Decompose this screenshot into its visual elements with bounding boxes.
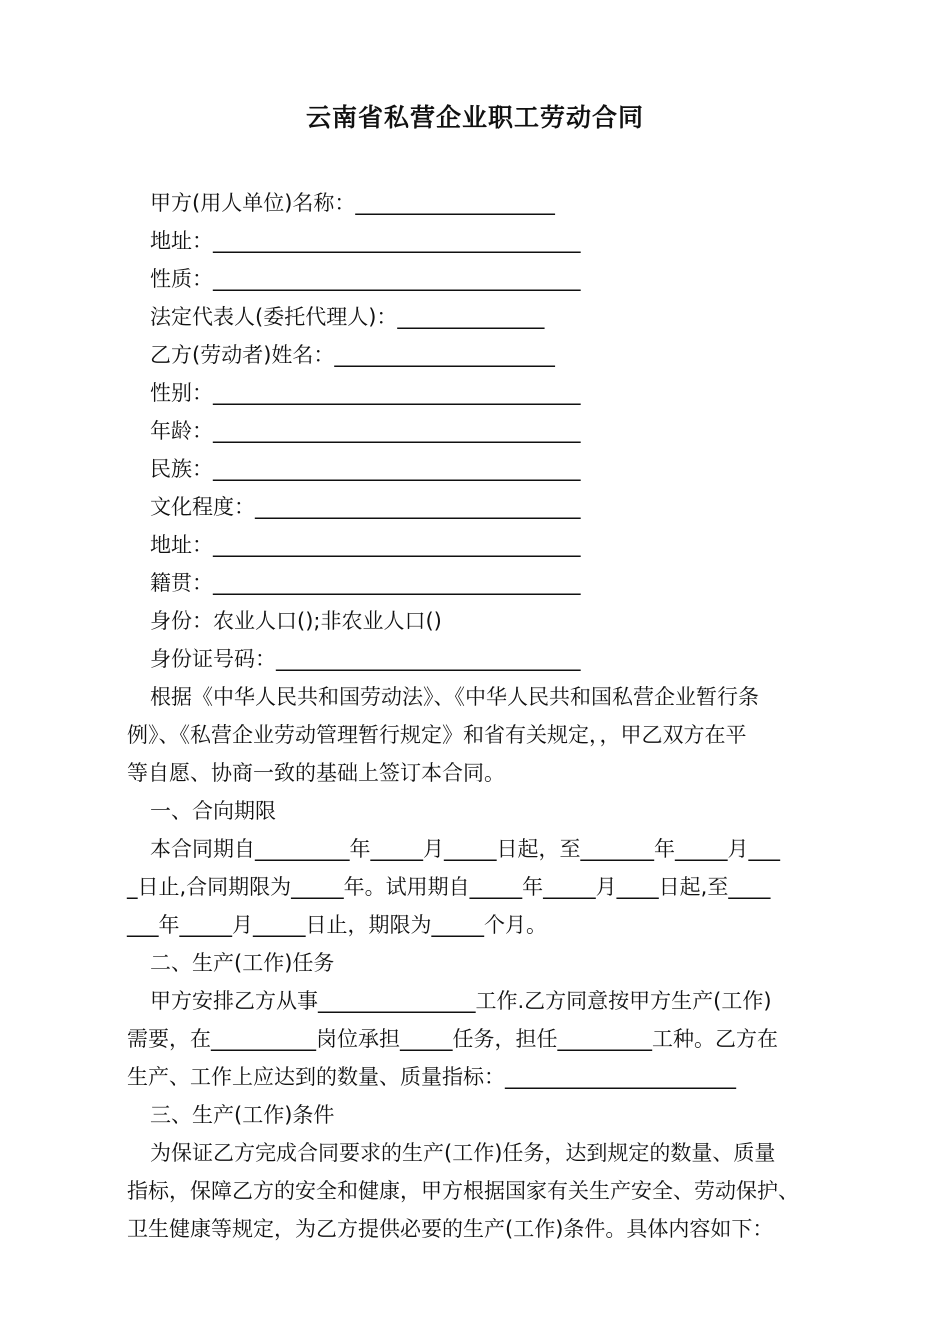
section-conditions-line: 卫生健康等规定，为乙方提供必要的生产(工作)条件。具体内容如下：	[127, 1217, 774, 1241]
preamble-line: 例》、《私营企业劳动管理暂行规定》和省有关规定，，甲乙双方在平	[127, 723, 747, 747]
section-heading-tasks: 二、生产(工作)任务	[150, 951, 335, 975]
field-legal-representative: 法定代表人(委托代理人)：______________	[150, 305, 545, 329]
section-conditions-line: 为保证乙方完成合同要求的生产(工作)任务，达到规定的数量、质量	[150, 1141, 776, 1165]
field-id-number: 身份证号码：_____________________________	[150, 647, 581, 671]
field-ethnicity: 民族：___________________________________	[150, 457, 581, 481]
section-term-line: 本合同期自_________年_____月_____日起，至_______年_____月___	[150, 837, 780, 861]
preamble-line: 等自愿、协商一致的基础上签订本合同。	[127, 761, 505, 785]
section-tasks-line: 甲方安排乙方从事_______________工作.乙方同意按甲方生产(工作)	[150, 989, 772, 1013]
field-party-a-name: 甲方(用人单位)名称：___________________	[150, 191, 555, 215]
field-identity: 身份：农业人口();非农业人口()	[150, 609, 442, 633]
field-education: 文化程度：_______________________________	[150, 495, 581, 519]
section-tasks-line: 需要，在__________岗位承担_____任务，担任_________工种。乙方在	[127, 1027, 778, 1051]
field-gender: 性别：___________________________________	[150, 381, 581, 405]
section-tasks-line: 生产、工作上应达到的数量、质量指标：______________________	[127, 1065, 736, 1089]
field-party-b-address: 地址：___________________________________	[150, 533, 581, 557]
field-party-a-address: 地址：___________________________________	[150, 229, 581, 253]
section-conditions-line: 指标，保障乙方的安全和健康，甲方根据国家有关生产安全、劳动保护、	[127, 1179, 799, 1203]
preamble-line: 根据《中华人民共和国劳动法》、《中华人民共和国私营企业暂行条	[150, 685, 759, 709]
document-title: 云南省私营企业职工劳动合同	[305, 103, 644, 132]
section-term-line: ___年_____月_____日止，期限为_____个月。	[127, 913, 547, 937]
section-heading-conditions: 三、生产(工作)条件	[150, 1103, 335, 1127]
field-party-a-nature: 性质：___________________________________	[150, 267, 581, 291]
section-term-line: _日止,合同期限为_____年。试用期自_____年_____月____日起,至____	[127, 875, 771, 899]
field-age: 年龄：___________________________________	[150, 419, 581, 443]
section-heading-term: 一、合向期限	[150, 799, 276, 823]
field-party-b-name: 乙方(劳动者)姓名：_____________________	[150, 343, 555, 367]
field-native-place: 籍贯：___________________________________	[150, 571, 581, 595]
